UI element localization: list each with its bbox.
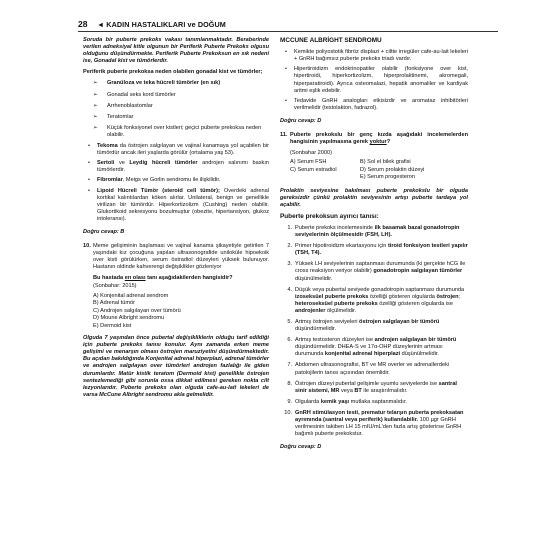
plain-text: düşünülmelidir. xyxy=(400,351,439,358)
list-item-text: Hipertiroidizm endokrinopatiler olabilir (fonksiyone over kist, hipertiroidi, hiperkortizolizm, hiperprolaktinemi, akromegali, hiperparatiroidi). Ayrıca osteomalazi, hepatik anomaliler ve kardiyak aritmi eşlik edebilir. xyxy=(294,66,468,94)
option-d: D) Moune Albright sendromu xyxy=(93,315,165,322)
list-item-text: Gonadal seks kord tümörler xyxy=(107,91,176,98)
option-spacer xyxy=(290,174,360,181)
item-text xyxy=(295,381,468,395)
option-a: A) Konjenital adrenal sendrom xyxy=(93,292,169,299)
item-number: 1. xyxy=(287,224,292,231)
list-item xyxy=(280,399,468,406)
plain-text: özelliği gösteren olgularda xyxy=(368,293,437,300)
plain-text: 100 µgr GnRH verilmesinin takiben LH 15 mIU/mL'den fazla artış gösterirse GnRH bağımlı puberte prekokstur. xyxy=(295,417,462,438)
description: , Meigs ve Gorlin sendromu ile ilişkilidir. xyxy=(122,177,221,184)
diagnosis-title: Puberte prekoksun ayırıcı tanısı: xyxy=(280,212,379,220)
list-item xyxy=(93,80,269,87)
emphasis-text: östrojen xyxy=(436,293,459,300)
description: Overdeki adrenal kortikal kalıntılardan köken alırlar. Unilateral, benign ve genellikle virilizan bir tümördür. Hiperkortizolizm (Cushing) neden olabilir. Glukortikoid sekresyonu bozulmuştur (obezite, hipertansiyon, glukoz intoleransı). xyxy=(97,187,270,222)
prompt-post: tanı aşağıdakilerden hangisidir? xyxy=(145,275,233,282)
question-11 xyxy=(280,132,468,146)
question-10 xyxy=(83,243,269,271)
arrow-bullet-icon: ➢ xyxy=(93,113,98,120)
item-number: 4. xyxy=(287,286,292,293)
bullet-icon: • xyxy=(285,49,287,56)
list-item xyxy=(280,362,468,376)
emphasis-text: GnRH stimülasyon testi, prematur telarşın puberta prekoksatan ayrımında (santral veya periferik) kullanılabilir. xyxy=(295,409,464,423)
bullet-icon: • xyxy=(285,97,287,104)
plain-text: Yüksek LH seviyelerinin saptanması durumunda (ki gerçekte hCG ile cross reaksiyon veriyor olabilir) xyxy=(295,261,466,275)
plain-text: Puberte prekoks incelemesinde xyxy=(295,224,375,231)
item-number: 5. xyxy=(287,318,292,325)
list-item-text: Granüloza ve teka hücreli tümörler (en sık) xyxy=(107,80,221,87)
prompt-pre: Bu hastada xyxy=(93,275,125,282)
option-d: D) Serum prolaktin düzeyi xyxy=(360,166,425,173)
explanation: Olguda 7 yaşından önce pubertal değişikliklerin olduğu tarif edildiği için puberte prekoks tanısı konulur. Aynı zamanda erken meme gelişimi ve menarşın olması östrojen maruziyetini düşündürmektedir. Bu açıdan bakıldığında Konjenital adrenal hiperplazi, adrenal tümörler ve androjen salgılayan over tümörleri androjen fazlalığı ile giden durumlardır. Matür kistik teratom (Dermoid kist) genellikle östrojen sentezlemediği gibi sorunla ossa dikkat edilmesi gereken nokta cilt lezyonlarıdır. Puberte prekoks olan olguda cafe-au-lait lekeleri de varsa McCune Albright sendromu akla gelmelidir. xyxy=(83,335,269,398)
bullet-icon: • xyxy=(88,187,90,194)
question-text xyxy=(290,132,468,146)
emphasis-text: konjenital adrenal hiperplazi xyxy=(324,351,401,358)
list-item xyxy=(87,188,269,223)
option-b: B) Sol el bilek grafisi xyxy=(360,159,411,166)
list-item xyxy=(280,261,468,282)
plain-text: Düşük veya pubertal seviyede gonadotropin saptanması durumunda xyxy=(295,286,465,293)
item-number: 6. xyxy=(287,337,292,344)
diagnosis-list xyxy=(280,225,468,438)
list-item-text: Tedavide GnRH analogları etkisizdir ve aromataz inhibitörleri verilmelidir (testolakton, fadrazol). xyxy=(294,97,468,111)
question-number: 10. xyxy=(83,243,91,250)
emphasis-text: tiroid fonksiyon testleri yapılır (TSH, T4). xyxy=(295,243,468,257)
emphasis-text: östrojen salgılayan bir tümörü xyxy=(359,318,440,325)
bullet-icon: • xyxy=(88,143,90,150)
answer-options xyxy=(93,293,269,330)
emphasis-text: androjenler xyxy=(295,307,326,314)
list-item-text: Kemikte poliyostotik fibröz displazi + ciltte irregüler cafe-au-lait lekeleri + GnRH bağımsız puberte prekoks triadı vardır. xyxy=(294,49,468,63)
connector: ve xyxy=(114,160,130,167)
question-text-post: ? xyxy=(386,139,391,146)
list-item xyxy=(280,337,468,358)
list-item xyxy=(280,319,468,333)
emphasis-text: izoseksüel puberte prekoks xyxy=(295,293,369,300)
page-header xyxy=(78,19,498,32)
gonadal-tumor-list xyxy=(83,80,269,139)
plain-text: Olgularda xyxy=(295,398,321,405)
term: Tekoma xyxy=(97,143,118,150)
running-title: ◄ KADIN HASTALIKLARI ve DOĞUM xyxy=(97,20,226,29)
description: da östrojen salgılayan ve vajinal kanamaya yol açabilen bir tümördür ancak ileri yaşlarda görülür (ortalama yaş 53). xyxy=(97,143,269,157)
item-text xyxy=(295,261,468,282)
answer-label: Doğru cevap: B xyxy=(83,228,125,235)
item-number: 3. xyxy=(287,261,292,268)
arrow-bullet-icon: ➢ xyxy=(93,102,98,109)
option-e: E) Dermoid kist xyxy=(93,323,132,329)
list-item xyxy=(93,103,269,110)
list-item xyxy=(93,125,269,139)
left-column xyxy=(83,37,269,403)
list-item xyxy=(280,381,468,395)
question-number: 11. xyxy=(280,131,288,138)
section-title: MCCUNE ALBRİGHT SENDROMU xyxy=(280,37,382,44)
bullet-icon: • xyxy=(88,177,90,184)
item-text xyxy=(295,243,468,257)
list-item xyxy=(280,287,468,315)
option-c: C) Androjen salgılayan over tümörü xyxy=(93,307,181,314)
bullet-icon: • xyxy=(88,160,90,167)
plain-text: veya xyxy=(339,387,355,394)
list-item-text: Küçük fonksiyonel over kistleri; geçici puberte prekoksa neden olabilir. xyxy=(107,124,262,138)
item-number: 8. xyxy=(287,380,292,387)
answer-label: Doğru cevap: D xyxy=(280,117,322,124)
arrow-bullet-icon: ➢ xyxy=(93,80,98,87)
question-prompt xyxy=(93,275,269,282)
list-item-text: Arrhenoblastomlar xyxy=(107,102,153,109)
bullet-icon: • xyxy=(285,66,287,73)
emphasis-text: ilk basamak bazal gonadotropin seviyelerinin ölçülmesidir (FSH, LH). xyxy=(295,224,460,239)
plain-text: Artmış testosteron düzeyleri ise xyxy=(295,337,375,344)
plain-text: Primer hipotiroidizm ekartasyonu için xyxy=(295,243,388,250)
plain-text: ölçülmelidir. xyxy=(325,307,357,314)
description: androjen salınımı baskın tümörlerdir. xyxy=(97,160,269,174)
plain-text: mutlaka saptanmalıdır. xyxy=(349,398,407,405)
list-item xyxy=(87,143,269,157)
list-item xyxy=(93,92,269,99)
plain-text: Artmış östrojen seviyeleri xyxy=(295,318,360,325)
item-number: 9. xyxy=(287,398,292,405)
option-e: E) Serum progesteron xyxy=(360,174,416,181)
answer-options xyxy=(290,159,468,181)
plain-text: düşünülmelidir. xyxy=(295,275,333,282)
arrow-bullet-icon: ➢ xyxy=(93,124,98,131)
emphasis-text: santral sinir sistemi, MR xyxy=(295,380,457,394)
term: Leydig hücreli tümörler xyxy=(129,160,198,167)
item-text xyxy=(295,337,468,358)
tumor-bullet-list xyxy=(83,143,269,223)
plain-text: düşündürmelidir. xyxy=(295,326,337,333)
item-text xyxy=(295,319,468,333)
mccune-bullet-list xyxy=(280,49,468,112)
plain-text: ile araştırılmalıdır. xyxy=(361,387,408,394)
emphasis-text: androjen salgılayan bir tümörü xyxy=(374,337,457,344)
list-item xyxy=(280,410,468,438)
list-item xyxy=(280,225,468,239)
prompt-underlined: en olası xyxy=(124,275,146,282)
item-number: 10. xyxy=(284,409,292,416)
item-text xyxy=(295,410,468,438)
plain-text: özelliği gösteren olgularda ise xyxy=(377,300,453,307)
plain-text: düşündürmelidir. DHEA-S ve 17α-OHP düzeylerinin artması durumunda xyxy=(295,344,443,358)
item-text xyxy=(295,362,468,376)
list-item xyxy=(280,243,468,257)
arrow-bullet-icon: ➢ xyxy=(93,91,98,98)
page-number: 28 xyxy=(78,19,88,29)
emphasis-text: gonadotropin salgılayan tümörler xyxy=(373,268,463,275)
plain-text: Östrojen düzeyi pubertal gelişimle uyumlu seviyelerde ise xyxy=(295,380,439,387)
emphasis-text: BT xyxy=(354,387,362,394)
option-a: A) Serum FSH xyxy=(290,159,327,166)
question-text-underlined: yoktur xyxy=(369,139,387,146)
answer-label: Doğru cevap: D xyxy=(280,444,322,451)
causes-title: Periferik puberte prekoksa neden olabilen gonadal kist ve tümörler; xyxy=(83,69,263,76)
item-number: 2. xyxy=(287,243,292,250)
option-c: C) Serum estradiol xyxy=(290,166,337,173)
list-item xyxy=(87,160,269,174)
list-item xyxy=(284,49,468,63)
item-text xyxy=(295,399,468,406)
option-b: B) Adrenal tümör xyxy=(93,300,135,307)
emphasis-text: heteroseksüel puberte prekoks xyxy=(295,300,378,307)
term: Fibromlar xyxy=(97,177,123,184)
plain-text: Abdomen ultrasonografisi, BT ve MR overler ve adrenallerdeki patolojilerin tanısı açısından önemlidir. xyxy=(295,362,450,376)
item-text xyxy=(295,225,468,239)
term: Sertoli xyxy=(97,160,115,167)
question-note: Prolaktin seviyesine bakılması puberte prekokslu bir olguda gereksizdir çünkü prolaktin seviyesinin artışı puberte tardaya yol açabilir. xyxy=(280,187,468,208)
emphasis-text: kemik yaşı xyxy=(320,398,350,405)
list-item xyxy=(87,177,269,184)
question-text: Meme gelişiminin başlaması ve vajinal kanama şikayetiyle getirilen 7 yaşındaki kız çocuğuna yapılan ultrasonografide uniloküle hipoekoik over kisti görülürken, serum östradiol düzeyleri yüksek bulunuyor. Hastanın oldinde kahverengi değişiklikler gözleniyor xyxy=(93,243,269,271)
intro-note: Soruda bir puberte prekoks vakası tanımlanmaktadır. Beraberinde verilen adneksiyal kitle olgunun bir Periferik Puberte Prekoks olgusu olduğunu düşündürmekte. Periferik Puberte Prekoksun en sık nedeni ise, Gonadal kist ve tümörlerdir. xyxy=(83,37,269,65)
question-source: (Sonbahar: 2015) xyxy=(93,282,137,289)
question-text-pre: Puberte prekokslu bir genç kızda aşağıdaki incelemelerden hangisinin yapılmasına gerek xyxy=(290,131,468,146)
list-item xyxy=(93,114,269,121)
right-column xyxy=(280,37,468,458)
list-item-text: Teratomlar xyxy=(107,113,134,120)
list-item xyxy=(284,66,468,94)
plain-text: ; xyxy=(458,293,461,300)
item-number: 7. xyxy=(287,362,292,369)
question-source: (Sonbahar 2000) xyxy=(290,150,332,157)
term: Lipoid Hücreli Tümör (steroid cell tümör); xyxy=(97,187,220,194)
list-item xyxy=(284,98,468,112)
item-text xyxy=(295,287,468,315)
